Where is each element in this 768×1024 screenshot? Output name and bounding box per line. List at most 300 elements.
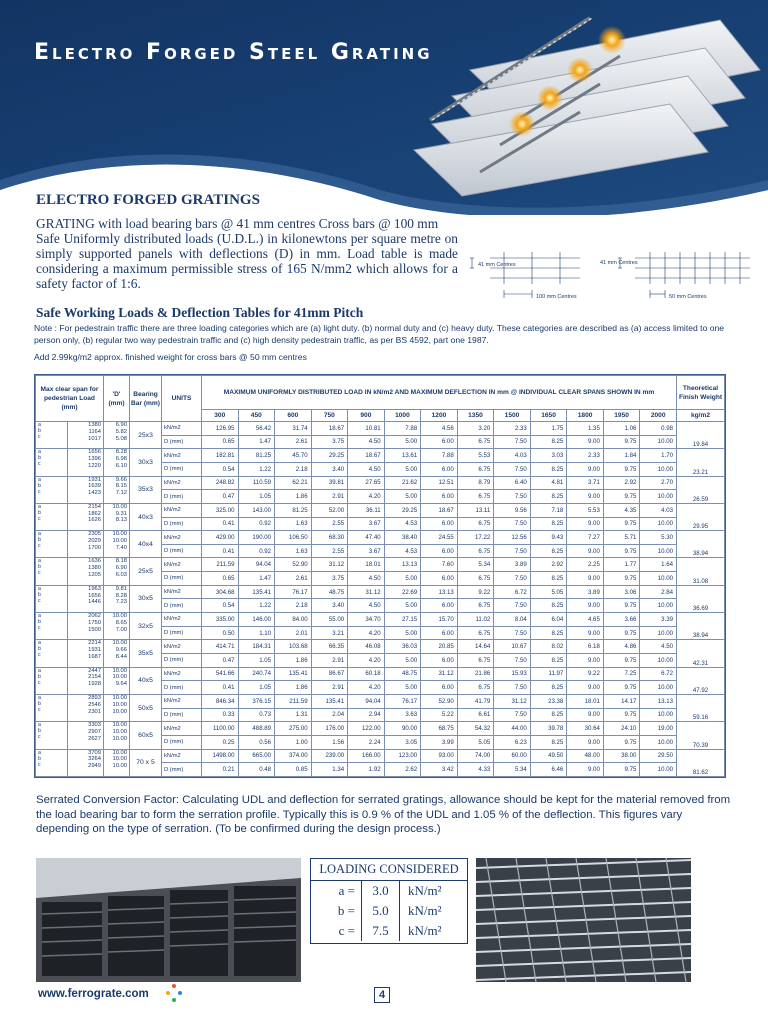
- load-value-cell: 1498.00: [202, 749, 239, 763]
- logo-dots-icon: [164, 983, 184, 1008]
- d-value: 7.12: [115, 490, 127, 497]
- deflection-value-cell: 3.99: [421, 735, 458, 749]
- d-value-cell: [104, 613, 130, 640]
- max-span-value: 1017: [88, 435, 101, 442]
- load-value-cell: 21.86: [457, 667, 494, 681]
- max-span-value: 2029: [88, 537, 101, 544]
- category-letter: a: [38, 476, 41, 483]
- max-span-value: 1380: [88, 565, 101, 572]
- load-value-cell: 4.03: [640, 503, 677, 517]
- max-span-value: 1626: [88, 517, 101, 524]
- load-value-cell: 19.00: [640, 722, 677, 736]
- load-value-cell: 29.25: [384, 503, 421, 517]
- max-span-value: 2062: [88, 613, 101, 620]
- load-value-cell: 4.81: [530, 476, 567, 490]
- load-value-cell: 2.25: [567, 558, 604, 572]
- category-letter: a: [38, 531, 41, 538]
- load-value-cell: 5.34: [457, 558, 494, 572]
- load-value-cell: 81.25: [238, 449, 275, 463]
- deflection-value-cell: 10.00: [640, 462, 677, 476]
- pitch-diagram: [460, 238, 760, 308]
- deflection-value-cell: 8.25: [530, 599, 567, 613]
- deflection-value-cell: 5.00: [384, 572, 421, 586]
- deflection-value-cell: 2.62: [384, 763, 421, 777]
- unit-deflection-cell: D (mm): [162, 708, 202, 722]
- max-span-value: 2301: [88, 708, 101, 715]
- pitch-diagram-svg: [460, 238, 760, 308]
- bearing-bar-cell: 35x5: [130, 640, 162, 667]
- deflection-value-cell: 6.75: [457, 517, 494, 531]
- deflection-value-cell: 9.00: [567, 735, 604, 749]
- max-span-value: 1639: [88, 483, 101, 490]
- category-cell: [36, 476, 68, 503]
- deflection-value-cell: 9.00: [567, 462, 604, 476]
- load-value-cell: 3.03: [530, 449, 567, 463]
- load-value-cell: 0.98: [640, 422, 677, 436]
- load-value-cell: 86.67: [311, 667, 348, 681]
- deflection-value-cell: 6.00: [421, 654, 458, 668]
- category-cell: [36, 558, 68, 585]
- load-value-cell: 90.00: [384, 722, 421, 736]
- deflection-value-cell: 2.18: [275, 462, 312, 476]
- max-span-cell: [68, 694, 104, 721]
- load-value-cell: 36.03: [384, 640, 421, 654]
- deflection-value-cell: 9.00: [567, 435, 604, 449]
- category-cell: [36, 422, 68, 449]
- deflection-value-cell: 0.41: [202, 544, 239, 558]
- category-letter: a: [38, 722, 41, 729]
- load-value-cell: 18.01: [348, 558, 385, 572]
- deflection-value-cell: 9.75: [603, 599, 640, 613]
- deflection-value-cell: 3.63: [384, 708, 421, 722]
- load-value-cell: 5.30: [640, 531, 677, 545]
- load-value-cell: 30.64: [567, 722, 604, 736]
- table-row-load: [36, 749, 725, 763]
- load-value-cell: 335.00: [202, 613, 239, 627]
- deflection-value-cell: 7.50: [494, 572, 531, 586]
- span-header-cell: 600: [275, 410, 312, 422]
- grating-panel-photo-svg: [476, 858, 691, 982]
- load-value-cell: 68.75: [421, 722, 458, 736]
- deflection-value-cell: 2.55: [311, 517, 348, 531]
- category-letter: a: [38, 585, 41, 592]
- max-span-value: 1164: [88, 428, 101, 435]
- deflection-value-cell: 0.54: [202, 599, 239, 613]
- span-header-cell: 450: [238, 410, 275, 422]
- load-value-cell: 13.13: [384, 558, 421, 572]
- d-value: 9.31: [115, 510, 127, 517]
- load-value-cell: 7.27: [567, 531, 604, 545]
- load-value-cell: 143.00: [238, 503, 275, 517]
- load-value-cell: 1.70: [640, 449, 677, 463]
- header-units: UNITS: [162, 376, 202, 422]
- category-letter: c: [38, 570, 41, 577]
- max-span-cell: [68, 667, 104, 694]
- deflection-value-cell: 10.00: [640, 490, 677, 504]
- load-value-cell: 211.59: [275, 694, 312, 708]
- load-value-cell: 14.64: [457, 640, 494, 654]
- unit-load-cell: kN/m2: [162, 667, 202, 681]
- diagram-right-bottom-label: 50 mm Centres: [669, 294, 707, 300]
- deflection-value-cell: 1.10: [238, 626, 275, 640]
- loading-row-a: [311, 881, 467, 901]
- d-value-cell: [104, 476, 130, 503]
- deflection-value-cell: 6.75: [457, 544, 494, 558]
- category-cell: [36, 503, 68, 530]
- grating-panel-photo: [476, 858, 691, 982]
- load-value-cell: 54.32: [457, 722, 494, 736]
- span-header-cell: 1200: [421, 410, 458, 422]
- unit-load-cell: kN/m2: [162, 449, 202, 463]
- load-value-cell: 239.00: [311, 749, 348, 763]
- load-value-cell: 184.31: [238, 640, 275, 654]
- category-letter: a: [38, 449, 41, 456]
- deflection-value-cell: 6.46: [530, 763, 567, 777]
- category-letter: a: [38, 640, 41, 647]
- load-value-cell: 2.33: [567, 449, 604, 463]
- d-value: 8.28: [115, 449, 127, 456]
- deflection-value-cell: 6.75: [457, 681, 494, 695]
- d-value: 9.81: [115, 585, 127, 592]
- load-value-cell: 18.67: [348, 449, 385, 463]
- load-value-cell: 3.71: [567, 476, 604, 490]
- table-section-title: Safe Working Loads & Deflection Tables for 41mm Pitch: [36, 305, 364, 320]
- category-letter: a: [38, 558, 41, 565]
- deflection-value-cell: 4.20: [348, 490, 385, 504]
- category-letter: b: [38, 509, 41, 516]
- table-row-load: [36, 694, 725, 708]
- category-letter: b: [38, 619, 41, 626]
- load-value-cell: 190.00: [238, 531, 275, 545]
- deflection-value-cell: 4.50: [348, 435, 385, 449]
- header-d-mm: 'D' (mm): [104, 376, 130, 422]
- d-value: 10.00: [112, 531, 127, 538]
- d-value: 10.00: [112, 640, 127, 647]
- load-value-cell: 275.00: [275, 722, 312, 736]
- deflection-value-cell: 2.91: [311, 681, 348, 695]
- load-value-cell: 27.15: [384, 613, 421, 627]
- deflection-value-cell: 0.41: [202, 681, 239, 695]
- d-value: 10.00: [112, 749, 127, 756]
- deflection-value-cell: 6.75: [457, 490, 494, 504]
- table-row-load: [36, 422, 725, 436]
- deflection-value-cell: 4.20: [348, 654, 385, 668]
- max-span-value: 1656: [88, 592, 101, 599]
- category-letter: b: [38, 646, 41, 653]
- load-value-cell: 13.61: [384, 449, 421, 463]
- load-value-cell: 1.84: [603, 449, 640, 463]
- deflection-value-cell: 0.56: [238, 735, 275, 749]
- load-value-cell: 5.53: [567, 503, 604, 517]
- max-span-value: 2546: [88, 701, 101, 708]
- d-value-cell: [104, 667, 130, 694]
- deflection-value-cell: 10.00: [640, 517, 677, 531]
- deflection-value-cell: 1.22: [238, 599, 275, 613]
- loading-unit: kN/m²: [399, 901, 461, 921]
- load-value-cell: 123.00: [384, 749, 421, 763]
- d-value: 10.00: [112, 667, 127, 674]
- d-value: 8.28: [115, 592, 127, 599]
- load-value-cell: 15.70: [421, 613, 458, 627]
- max-span-cell: [68, 503, 104, 530]
- d-value: 10.00: [112, 729, 127, 736]
- load-value-cell: 7.18: [530, 503, 567, 517]
- load-value-cell: 211.59: [202, 558, 239, 572]
- d-value-cell: [104, 694, 130, 721]
- deflection-value-cell: 7.50: [494, 462, 531, 476]
- deflection-value-cell: 6.00: [421, 490, 458, 504]
- load-value-cell: 1.06: [603, 422, 640, 436]
- load-value-cell: 8.79: [457, 476, 494, 490]
- deflection-value-cell: 1.92: [348, 763, 385, 777]
- deflection-value-cell: 6.75: [457, 572, 494, 586]
- max-span-value: 1380: [88, 422, 101, 428]
- load-value-cell: 1.77: [603, 558, 640, 572]
- loading-key: a =: [338, 883, 355, 898]
- max-span-value: 2214: [88, 640, 101, 647]
- category-cell: [36, 531, 68, 558]
- deflection-value-cell: 7.50: [494, 654, 531, 668]
- deflection-value-cell: 5.00: [384, 681, 421, 695]
- max-span-value: 1636: [88, 558, 101, 565]
- load-value-cell: 10.81: [348, 422, 385, 436]
- category-letter: c: [38, 543, 41, 550]
- max-span-value: 3264: [88, 756, 101, 763]
- load-value-cell: 31.12: [311, 558, 348, 572]
- deflection-value-cell: 2.01: [275, 626, 312, 640]
- deflection-value-cell: 0.25: [202, 735, 239, 749]
- load-value-cell: 27.65: [348, 476, 385, 490]
- load-value-cell: 9.22: [457, 585, 494, 599]
- d-value-cell: [104, 503, 130, 530]
- category-letter: c: [38, 679, 41, 686]
- load-value-cell: 10.67: [494, 640, 531, 654]
- loading-row-b: [311, 901, 467, 921]
- deflection-value-cell: 10.00: [640, 544, 677, 558]
- load-value-cell: 52.90: [421, 694, 458, 708]
- max-span-cell: [68, 749, 104, 776]
- max-span-value: 1656: [88, 449, 101, 456]
- deflection-value-cell: 9.00: [567, 599, 604, 613]
- load-value-cell: 48.00: [567, 749, 604, 763]
- d-value: 5.82: [115, 428, 127, 435]
- load-value-cell: 3.66: [603, 613, 640, 627]
- deflection-value-cell: 0.50: [202, 626, 239, 640]
- max-span-value: 1931: [88, 647, 101, 654]
- d-value: 6.90: [115, 565, 127, 572]
- deflection-value-cell: 3.40: [311, 462, 348, 476]
- deflection-value-cell: 9.75: [603, 490, 640, 504]
- deflection-value-cell: 9.00: [567, 517, 604, 531]
- load-value-cell: 34.70: [348, 613, 385, 627]
- load-value-cell: 2.84: [640, 585, 677, 599]
- d-value: 6.90: [115, 422, 127, 428]
- load-value-cell: 56.42: [238, 422, 275, 436]
- weight-cell: 36.69: [677, 585, 725, 612]
- deflection-value-cell: 5.00: [384, 490, 421, 504]
- load-value-cell: 9.43: [530, 531, 567, 545]
- deflection-value-cell: 3.05: [384, 735, 421, 749]
- deflection-value-cell: 10.00: [640, 763, 677, 777]
- intro-body: Safe Uniformly distributed loads (U.D.L.) in kilonewtons per square metre on simply supported panels with deflections (D) in mm. Load table is made considering a maximum permissible stress of 165 N/mm2 which allows for a safety factor of 1:6.: [36, 231, 458, 291]
- d-value: 8.18: [115, 558, 127, 565]
- table-row-load: [36, 503, 725, 517]
- unit-load-cell: kN/m2: [162, 640, 202, 654]
- d-value: 8.44: [115, 653, 127, 660]
- loading-title: LOADING CONSIDERED: [311, 859, 467, 881]
- d-value-cell: [104, 722, 130, 749]
- deflection-value-cell: 6.00: [421, 572, 458, 586]
- deflection-value-cell: 10.00: [640, 735, 677, 749]
- d-value-cell: [104, 422, 130, 449]
- load-value-cell: 52.90: [275, 558, 312, 572]
- d-value: 7.40: [115, 544, 127, 551]
- deflection-value-cell: 0.92: [238, 544, 275, 558]
- deflection-value-cell: 10.00: [640, 435, 677, 449]
- deflection-value-cell: 6.75: [457, 626, 494, 640]
- weight-cell: 38.94: [677, 613, 725, 640]
- deflection-value-cell: 8.25: [530, 517, 567, 531]
- deflection-value-cell: 1.63: [275, 517, 312, 531]
- deflection-value-cell: 1.86: [275, 490, 312, 504]
- max-span-value: 3303: [88, 722, 101, 729]
- load-value-cell: 15.93: [494, 667, 531, 681]
- load-value-cell: 6.72: [640, 667, 677, 681]
- category-letter: b: [38, 564, 41, 571]
- load-value-cell: 11.02: [457, 613, 494, 627]
- load-value-cell: 304.68: [202, 585, 239, 599]
- deflection-value-cell: 3.75: [311, 435, 348, 449]
- deflection-value-cell: 6.00: [421, 517, 458, 531]
- table-row-load: [36, 722, 725, 736]
- deflection-value-cell: 5.05: [457, 735, 494, 749]
- deflection-value-cell: 9.00: [567, 544, 604, 558]
- deflection-value-cell: 9.00: [567, 681, 604, 695]
- load-value-cell: 122.00: [348, 722, 385, 736]
- bearing-bar-cell: 30x3: [130, 449, 162, 476]
- deflection-value-cell: 4.20: [348, 681, 385, 695]
- d-value: 10.00: [112, 708, 127, 715]
- load-value-cell: 18.67: [421, 503, 458, 517]
- max-span-value: 1750: [88, 619, 101, 626]
- category-letter: b: [38, 591, 41, 598]
- d-value-cell: [104, 449, 130, 476]
- load-value-cell: 103.68: [275, 640, 312, 654]
- max-span-value: 2893: [88, 694, 101, 701]
- table-row-load: [36, 531, 725, 545]
- load-value-cell: 7.88: [421, 449, 458, 463]
- deflection-value-cell: 0.47: [202, 654, 239, 668]
- category-letter: c: [38, 461, 41, 468]
- unit-load-cell: kN/m2: [162, 476, 202, 490]
- weight-cell: 26.59: [677, 476, 725, 503]
- unit-deflection-cell: D (mm): [162, 544, 202, 558]
- category-letter: c: [38, 625, 41, 632]
- d-value: 10.00: [112, 503, 127, 510]
- deflection-value-cell: 1.86: [275, 654, 312, 668]
- unit-deflection-cell: D (mm): [162, 626, 202, 640]
- deflection-value-cell: 7.50: [494, 517, 531, 531]
- diagram-right-top-label: 41 mm Centres: [600, 260, 638, 266]
- load-value-cell: 48.75: [311, 585, 348, 599]
- max-span-value: 2154: [88, 503, 101, 510]
- unit-deflection-cell: D (mm): [162, 599, 202, 613]
- deflection-value-cell: 1.86: [275, 681, 312, 695]
- load-value-cell: 106.50: [275, 531, 312, 545]
- load-value-cell: 62.21: [275, 476, 312, 490]
- category-letter: a: [38, 613, 41, 620]
- load-value-cell: 166.00: [348, 749, 385, 763]
- d-value: 10.00: [112, 735, 127, 742]
- weight-cell: 81.62: [677, 749, 725, 776]
- bearing-bar-cell: 70 x 5: [130, 749, 162, 776]
- load-value-cell: 29.25: [311, 449, 348, 463]
- load-value-cell: 21.62: [384, 476, 421, 490]
- load-table-container: [34, 374, 726, 778]
- load-value-cell: 7.25: [603, 667, 640, 681]
- d-value: 6.10: [115, 462, 127, 469]
- website-link[interactable]: www.ferrograte.com: [38, 988, 149, 1000]
- unit-deflection-cell: D (mm): [162, 490, 202, 504]
- bearing-bar-cell: 25x3: [130, 422, 162, 449]
- d-value: 7.23: [115, 599, 127, 606]
- span-header-cell: 900: [348, 410, 385, 422]
- category-cell: [36, 613, 68, 640]
- deflection-value-cell: 3.40: [311, 599, 348, 613]
- load-value-cell: 4.65: [567, 613, 604, 627]
- deflection-value-cell: 8.25: [530, 708, 567, 722]
- deflection-value-cell: 2.18: [275, 599, 312, 613]
- deflection-value-cell: 9.00: [567, 626, 604, 640]
- d-value: 8.15: [115, 483, 127, 490]
- span-header-cell: 750: [311, 410, 348, 422]
- category-letter: c: [38, 434, 41, 440]
- deflection-value-cell: 3.21: [311, 626, 348, 640]
- load-value-cell: 76.17: [275, 585, 312, 599]
- load-value-cell: 52.00: [311, 503, 348, 517]
- load-value-cell: 3.89: [567, 585, 604, 599]
- deflection-value-cell: 10.00: [640, 681, 677, 695]
- d-value: 10.00: [112, 722, 127, 729]
- unit-load-cell: kN/m2: [162, 422, 202, 436]
- deflection-value-cell: 6.00: [421, 462, 458, 476]
- deflection-value-cell: 6.00: [421, 544, 458, 558]
- header-max-clear-span: Max clear span for pedestrian Load (mm): [36, 376, 104, 422]
- load-value-cell: 13.13: [421, 585, 458, 599]
- deflection-value-cell: 4.53: [384, 517, 421, 531]
- category-letter: c: [38, 761, 41, 768]
- load-value-cell: 66.35: [311, 640, 348, 654]
- category-cell: [36, 640, 68, 667]
- deflection-value-cell: 9.00: [567, 490, 604, 504]
- load-value-cell: 60.00: [494, 749, 531, 763]
- load-value-cell: 1.75: [530, 422, 567, 436]
- max-span-value: 3709: [88, 749, 101, 756]
- diagram-left-top-label: 41 mm Centres: [478, 262, 516, 268]
- deflection-value-cell: 5.34: [494, 763, 531, 777]
- load-value-cell: 3.39: [640, 613, 677, 627]
- load-value-cell: 4.03: [494, 449, 531, 463]
- category-letter: b: [38, 455, 41, 462]
- deflection-value-cell: 9.75: [603, 517, 640, 531]
- unit-load-cell: kN/m2: [162, 749, 202, 763]
- d-value: 9.66: [115, 647, 127, 654]
- load-value-cell: 182.81: [202, 449, 239, 463]
- max-span-value: 2447: [88, 667, 101, 674]
- table-row-load: [36, 613, 725, 627]
- deflection-value-cell: 6.75: [457, 654, 494, 668]
- load-value-cell: 9.56: [494, 503, 531, 517]
